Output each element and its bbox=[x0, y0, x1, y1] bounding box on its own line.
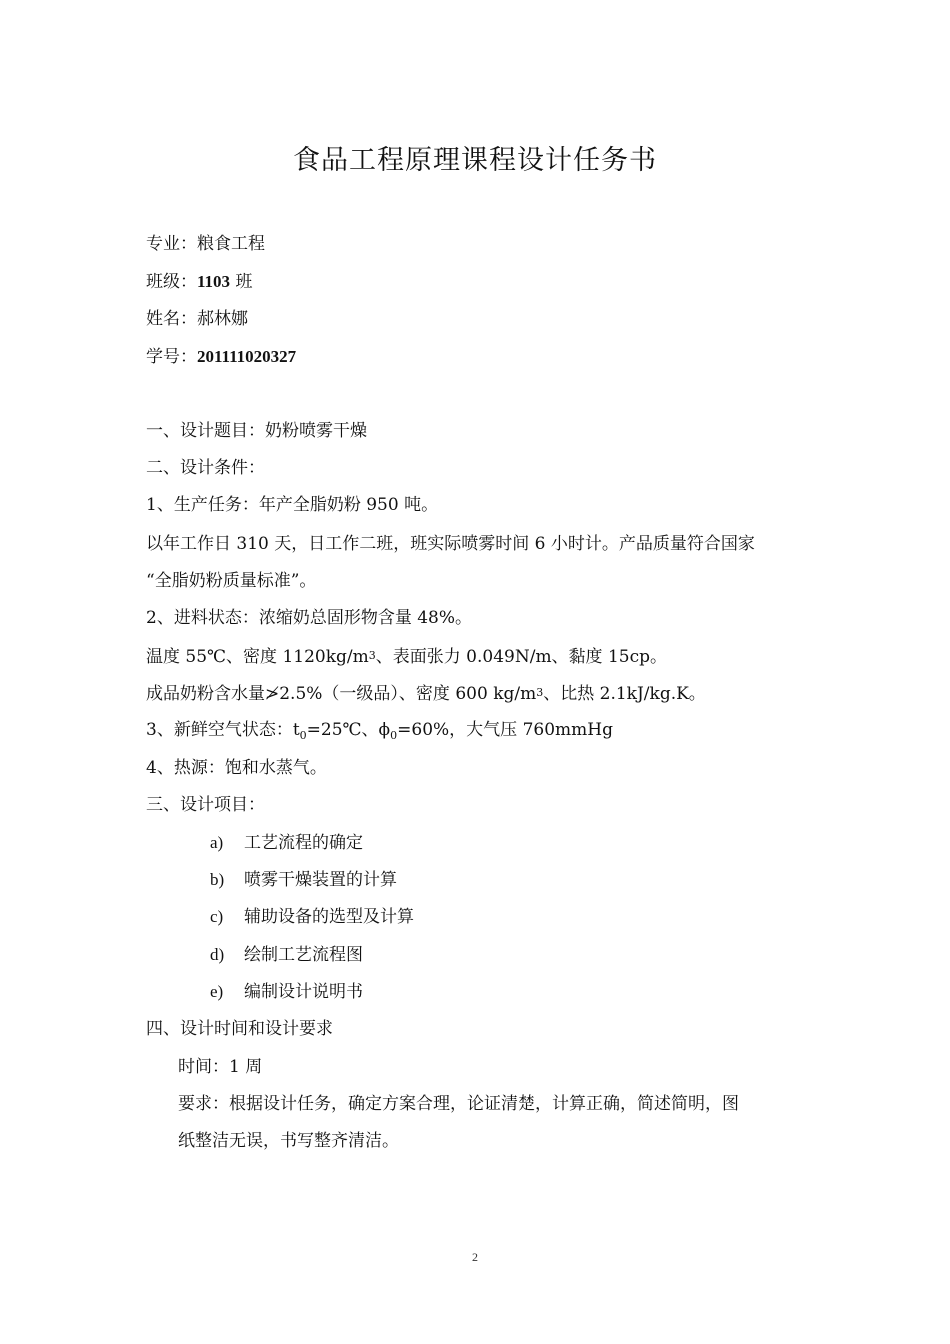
design-item bbox=[210, 906, 414, 928]
item-marker: c) bbox=[210, 907, 224, 926]
item-marker: b) bbox=[210, 870, 225, 889]
id-line bbox=[146, 346, 296, 368]
condition-2-feed-props bbox=[146, 645, 667, 668]
temp-subscript: 0 bbox=[299, 729, 307, 742]
section-3-heading: 三、设计项目： bbox=[146, 795, 265, 815]
section-2-heading: 二、设计条件： bbox=[146, 458, 265, 478]
condition-1-standard: “全脂奶粉质量标准”。 bbox=[146, 571, 317, 591]
feed-props-text-rest: 、表面张力 0.049N/m、黏度 15cp。 bbox=[375, 647, 667, 667]
document-title: 食品工程原理课程设计任务书 bbox=[293, 145, 657, 176]
condition-2: 2、进料状态：浓缩奶总固形物含量 48%。 bbox=[146, 608, 473, 628]
item-text: 编制设计说明书 bbox=[244, 982, 363, 1002]
name-label: 姓名： bbox=[146, 309, 197, 329]
condition-3 bbox=[146, 719, 613, 747]
section-1-heading: 一、设计题目：奶粉喷雾干燥 bbox=[146, 421, 367, 441]
item-text: 辅助设备的选型及计算 bbox=[244, 907, 414, 927]
design-item bbox=[210, 944, 363, 966]
major-line bbox=[146, 233, 265, 255]
product-density-exponent: 3 bbox=[536, 686, 544, 699]
class-line bbox=[146, 271, 252, 293]
requirements-line-1: 要求：根据设计任务，确定方案合理，论证清楚，计算正确，简述简明，图 bbox=[178, 1094, 739, 1114]
condition-2-product-props bbox=[146, 682, 706, 705]
name-value: 郝林娜 bbox=[197, 309, 248, 329]
feed-props-text: 温度 55℃、密度 1120kg/m bbox=[146, 647, 369, 667]
class-label: 班级： bbox=[146, 272, 197, 292]
requirements-line-2: 纸整洁无误，书写整齐清洁。 bbox=[178, 1131, 399, 1151]
air-state-rest: =60%，大气压 760mmHg bbox=[397, 720, 613, 740]
name-line bbox=[146, 308, 248, 330]
item-marker: a) bbox=[210, 833, 224, 852]
section-4-heading: 四、设计时间和设计要求 bbox=[146, 1019, 333, 1039]
design-item bbox=[210, 981, 363, 1003]
page-number: 2 bbox=[472, 1250, 478, 1264]
condition-1: 1、生产任务：年产全脂奶粉 950 吨。 bbox=[146, 495, 439, 515]
class-suffix: 班 bbox=[230, 272, 253, 292]
design-item bbox=[210, 869, 397, 891]
design-item bbox=[210, 832, 363, 854]
time-line: 时间：1 周 bbox=[178, 1057, 263, 1077]
item-text: 喷雾干燥装置的计算 bbox=[244, 870, 397, 890]
humidity-subscript: 0 bbox=[390, 729, 398, 742]
id-label: 学号： bbox=[146, 347, 197, 367]
class-number: 1103 bbox=[197, 272, 231, 291]
major-label: 专业： bbox=[146, 234, 197, 254]
product-props-text: 成品奶粉含水量≯2.5%（一级品）、密度 600 kg/m bbox=[146, 684, 537, 704]
item-marker: e) bbox=[210, 982, 224, 1001]
air-state-text: 3、新鲜空气状态：t bbox=[146, 720, 300, 740]
major-value: 粮食工程 bbox=[197, 234, 265, 254]
item-text: 工艺流程的确定 bbox=[244, 833, 363, 853]
feed-density-exponent: 3 bbox=[368, 649, 376, 662]
item-text: 绘制工艺流程图 bbox=[244, 945, 363, 965]
item-marker: d) bbox=[210, 945, 225, 964]
condition-1-detail: 以年工作日 310 天，日工作二班，班实际喷雾时间 6 小时计。产品质量符合国家 bbox=[146, 534, 755, 554]
id-value: 201111020327 bbox=[197, 347, 297, 366]
condition-4: 4、热源：饱和水蒸气。 bbox=[146, 758, 327, 778]
air-state-mid: =25℃、ϕ bbox=[306, 720, 391, 740]
product-props-text-rest: 、比热 2.1kJ/kg.K。 bbox=[543, 684, 706, 704]
